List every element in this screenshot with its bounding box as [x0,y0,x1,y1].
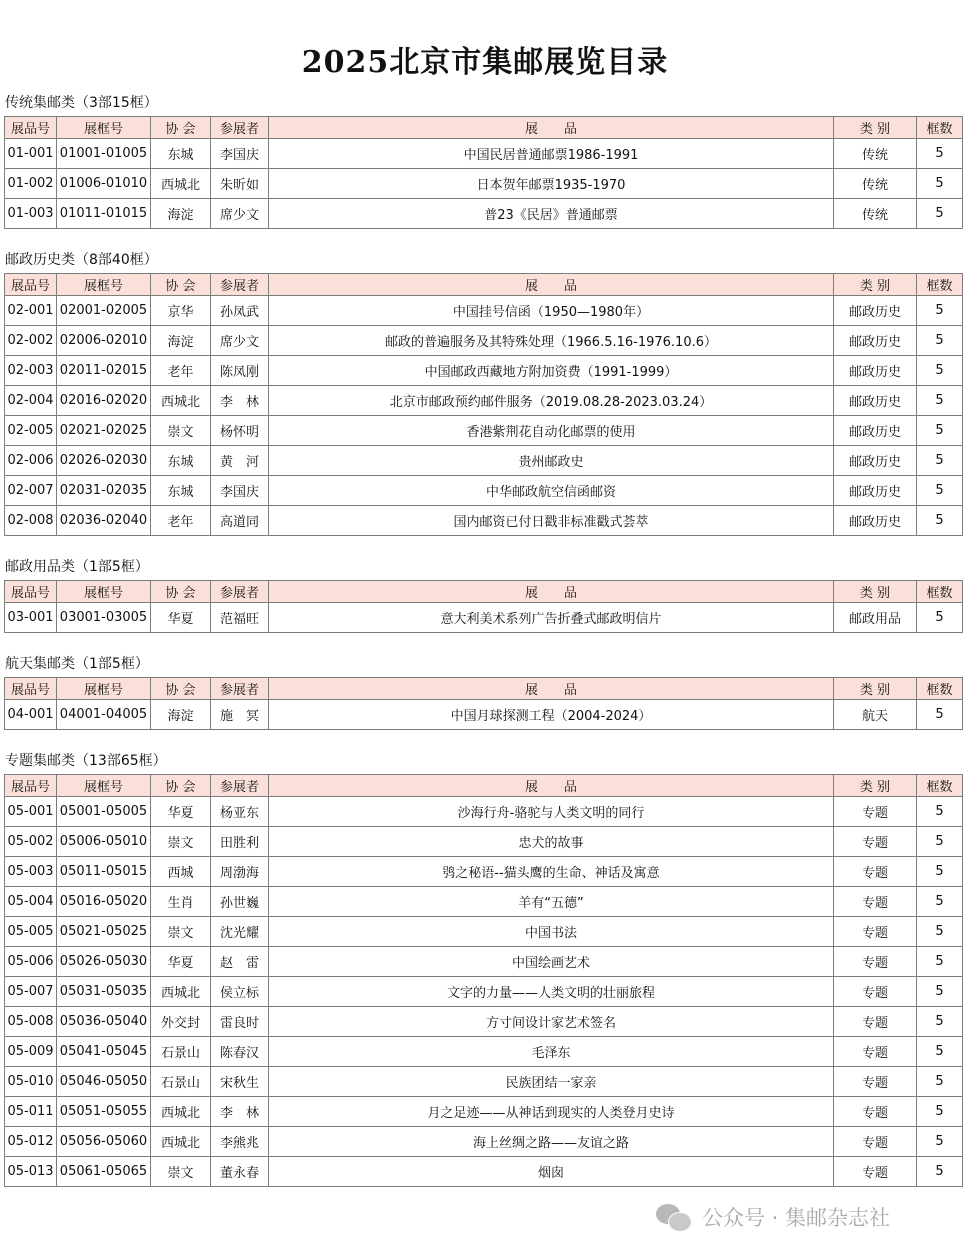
cell-exhibit-no: 05-002 [5,827,57,857]
table-row [5,1157,963,1187]
exhibit-table [4,273,963,536]
cell-frame-count: 5 [917,603,963,633]
cell-exhibit-no: 02-008 [5,506,57,536]
cell-exhibit-title: 海上丝绸之路——友谊之路 [269,1127,834,1157]
table-row [5,356,963,386]
cell-category: 邮政历史 [834,446,917,476]
cell-exhibitor: 李国庆 [211,139,269,169]
header-exhibitor: 参展者 [211,581,269,603]
header-frame-count: 框数 [917,775,963,797]
catalog-sections [0,90,970,1205]
header-association: 协 会 [151,581,211,603]
page-title: 2025北京市集邮展览目录 [301,45,669,80]
cell-frame-count: 5 [917,797,963,827]
cell-exhibit-no: 01-002 [5,169,57,199]
header-category: 类 别 [834,274,917,296]
cell-association: 石景山 [151,1037,211,1067]
cell-frame-count: 5 [917,1127,963,1157]
header-frame-no: 展框号 [57,274,151,296]
cell-exhibitor: 侯立标 [211,977,269,1007]
cell-frame-count: 5 [917,416,963,446]
cell-frame-no: 02026-02030 [57,446,151,476]
cell-category: 邮政历史 [834,476,917,506]
cell-association: 西城北 [151,977,211,1007]
cell-association: 崇文 [151,917,211,947]
cell-exhibit-no: 05-003 [5,857,57,887]
cell-category: 传统 [834,139,917,169]
cell-frame-count: 5 [917,947,963,977]
cell-exhibit-title: 沙海行舟-骆驼与人类文明的同行 [269,797,834,827]
header-exhibit-no: 展品号 [5,117,57,139]
header-exhibit-no: 展品号 [5,775,57,797]
cell-exhibit-no: 02-001 [5,296,57,326]
cell-frame-no: 05031-05035 [57,977,151,1007]
cell-exhibit-title: 中国民居普通邮票1986-1991 [269,139,834,169]
cell-exhibitor: 李国庆 [211,476,269,506]
header-category: 类 别 [834,678,917,700]
cell-frame-count: 5 [917,1157,963,1187]
section-title: 传统集邮类（3部15框） [5,95,158,111]
cell-association: 东城 [151,139,211,169]
header-association: 协 会 [151,117,211,139]
exhibit-table [4,774,963,1187]
cell-association: 西城北 [151,1097,211,1127]
cell-category: 邮政用品 [834,603,917,633]
cell-association: 老年 [151,506,211,536]
cell-association: 华夏 [151,947,211,977]
cell-category: 专题 [834,1067,917,1097]
catalog-section [4,90,962,247]
cell-association: 海淀 [151,199,211,229]
header-frame-no: 展框号 [57,678,151,700]
cell-exhibitor: 周渤海 [211,857,269,887]
cell-frame-count: 5 [917,1007,963,1037]
cell-category: 专题 [834,1127,917,1157]
header-frame-no: 展框号 [57,775,151,797]
cell-frame-count: 5 [917,139,963,169]
cell-exhibit-title: 中国月球探测工程（2004-2024） [269,700,834,730]
cell-exhibit-title: 日本贺年邮票1935-1970 [269,169,834,199]
cell-exhibitor: 席少文 [211,326,269,356]
cell-exhibitor: 施 冥 [211,700,269,730]
cell-frame-count: 5 [917,199,963,229]
cell-frame-no: 02001-02005 [57,296,151,326]
cell-frame-count: 5 [917,446,963,476]
table-header-row [5,775,963,797]
cell-exhibit-no: 02-005 [5,416,57,446]
cell-exhibitor: 李 林 [211,1097,269,1127]
cell-association: 崇文 [151,827,211,857]
cell-frame-no: 05051-05055 [57,1097,151,1127]
cell-exhibit-title: 香港紫荆花自动化邮票的使用 [269,416,834,446]
cell-exhibit-title: 贵州邮政史 [269,446,834,476]
cell-exhibit-no: 05-001 [5,797,57,827]
cell-category: 专题 [834,1097,917,1127]
cell-exhibitor: 朱昕如 [211,169,269,199]
cell-category: 传统 [834,199,917,229]
cell-association: 西城北 [151,386,211,416]
table-row [5,199,963,229]
cell-exhibit-title: 北京市邮政预约邮件服务（2019.08.28-2023.03.24） [269,386,834,416]
exhibit-table [4,580,963,633]
cell-exhibit-title: 中国绘画艺术 [269,947,834,977]
cell-frame-no: 01001-01005 [57,139,151,169]
exhibit-table [4,116,963,229]
cell-frame-no: 05016-05020 [57,887,151,917]
cell-category: 专题 [834,797,917,827]
cell-exhibit-title: 毛泽东 [269,1037,834,1067]
cell-association: 海淀 [151,700,211,730]
cell-exhibitor: 宋秋生 [211,1067,269,1097]
cell-exhibit-no: 02-004 [5,386,57,416]
cell-frame-no: 05036-05040 [57,1007,151,1037]
table-row [5,1127,963,1157]
cell-exhibit-no: 05-006 [5,947,57,977]
cell-category: 专题 [834,1157,917,1187]
cell-frame-no: 02016-02020 [57,386,151,416]
cell-category: 专题 [834,947,917,977]
cell-frame-count: 5 [917,827,963,857]
watermark-text: 公众号 · 集邮杂志社 [702,1206,891,1230]
table-row [5,1067,963,1097]
cell-exhibit-no: 02-002 [5,326,57,356]
cell-association: 西城北 [151,1127,211,1157]
cell-association: 生肖 [151,887,211,917]
table-row [5,1097,963,1127]
cell-category: 邮政历史 [834,506,917,536]
cell-exhibitor: 范福旺 [211,603,269,633]
header-frame-count: 框数 [917,274,963,296]
cell-exhibitor: 李 林 [211,386,269,416]
header-exhibitor: 参展者 [211,274,269,296]
table-header-row [5,274,963,296]
cell-exhibit-title: 意大利美术系列广告折叠式邮政明信片 [269,603,834,633]
cell-exhibitor: 杨怀明 [211,416,269,446]
cell-category: 邮政历史 [834,356,917,386]
header-exhibit-no: 展品号 [5,274,57,296]
cell-exhibit-no: 05-012 [5,1127,57,1157]
cell-exhibitor: 田胜利 [211,827,269,857]
cell-exhibit-title: 月之足迹——从神话到现实的人类登月史诗 [269,1097,834,1127]
cell-exhibit-no: 04-001 [5,700,57,730]
table-row [5,917,963,947]
header-exhibitor: 参展者 [211,117,269,139]
header-exhibit-no: 展品号 [5,581,57,603]
header-exhibitor: 参展者 [211,678,269,700]
cell-association: 东城 [151,446,211,476]
cell-exhibit-no: 05-004 [5,887,57,917]
table-row [5,446,963,476]
table-row [5,416,963,446]
cell-category: 邮政历史 [834,416,917,446]
cell-exhibit-no: 05-010 [5,1067,57,1097]
cell-exhibit-title: 邮政的普遍服务及其特殊处理（1966.5.16-1976.10.6） [269,326,834,356]
header-association: 协 会 [151,678,211,700]
cell-association: 华夏 [151,603,211,633]
header-association: 协 会 [151,775,211,797]
header-exhibit-title: 展 品 [269,581,834,603]
cell-association: 崇文 [151,416,211,446]
table-row [5,977,963,1007]
cell-exhibitor: 孙凤武 [211,296,269,326]
cell-exhibit-no: 01-001 [5,139,57,169]
cell-frame-count: 5 [917,1097,963,1127]
cell-frame-count: 5 [917,1037,963,1067]
cell-category: 专题 [834,917,917,947]
table-row [5,476,963,506]
header-exhibit-title: 展 品 [269,775,834,797]
table-row [5,1007,963,1037]
cell-exhibit-no: 05-007 [5,977,57,1007]
table-row [5,827,963,857]
header-frame-count: 框数 [917,678,963,700]
cell-exhibit-title: 烟囱 [269,1157,834,1187]
catalog-section [4,651,962,748]
header-category: 类 别 [834,775,917,797]
cell-frame-no: 05056-05060 [57,1127,151,1157]
section-title: 专题集邮类（13部65框） [5,753,167,769]
table-row [5,1037,963,1067]
cell-frame-no: 01011-01015 [57,199,151,229]
table-row [5,700,963,730]
section-title: 邮政历史类（8部40框） [5,252,158,268]
section-title: 邮政用品类（1部5框） [5,559,149,575]
cell-category: 专题 [834,887,917,917]
table-row [5,386,963,416]
header-category: 类 别 [834,581,917,603]
cell-exhibitor: 席少文 [211,199,269,229]
cell-exhibit-no: 02-007 [5,476,57,506]
cell-association: 京华 [151,296,211,326]
cell-exhibit-title: 普23《民居》普通邮票 [269,199,834,229]
cell-category: 传统 [834,169,917,199]
cell-exhibit-no: 05-013 [5,1157,57,1187]
cell-exhibit-title: 忠犬的故事 [269,827,834,857]
table-row [5,506,963,536]
cell-frame-count: 5 [917,356,963,386]
cell-exhibit-title: 国内邮资已付日戳非标准戳式荟萃 [269,506,834,536]
header-exhibitor: 参展者 [211,775,269,797]
cell-association: 西城北 [151,169,211,199]
header-category: 类 别 [834,117,917,139]
exhibit-table [4,677,963,730]
cell-association: 东城 [151,476,211,506]
cell-exhibitor: 赵 雷 [211,947,269,977]
cell-frame-no: 05001-05005 [57,797,151,827]
header-exhibit-title: 展 品 [269,117,834,139]
cell-exhibit-title: 鸮之秘语--猫头鹰的生命、神话及寓意 [269,857,834,887]
cell-frame-count: 5 [917,506,963,536]
table-row [5,139,963,169]
cell-frame-no: 05046-05050 [57,1067,151,1097]
cell-frame-no: 03001-03005 [57,603,151,633]
cell-exhibitor: 孙世巍 [211,887,269,917]
header-frame-count: 框数 [917,117,963,139]
cell-exhibit-title: 中华邮政航空信函邮资 [269,476,834,506]
cell-frame-no: 05006-05010 [57,827,151,857]
cell-frame-no: 01006-01010 [57,169,151,199]
cell-category: 邮政历史 [834,296,917,326]
cell-exhibit-no: 03-001 [5,603,57,633]
header-exhibit-title: 展 品 [269,678,834,700]
cell-exhibit-title: 中国邮政西藏地方附加资费（1991-1999） [269,356,834,386]
cell-exhibitor: 沈光耀 [211,917,269,947]
cell-frame-no: 02036-02040 [57,506,151,536]
cell-frame-no: 05041-05045 [57,1037,151,1067]
table-header-row [5,581,963,603]
header-exhibit-no: 展品号 [5,678,57,700]
cell-category: 专题 [834,977,917,1007]
cell-association: 华夏 [151,797,211,827]
catalog-section [4,247,962,554]
cell-exhibit-no: 05-009 [5,1037,57,1067]
cell-category: 专题 [834,1037,917,1067]
cell-exhibitor: 李熊兆 [211,1127,269,1157]
cell-frame-count: 5 [917,296,963,326]
cell-frame-count: 5 [917,887,963,917]
cell-frame-no: 02021-02025 [57,416,151,446]
cell-exhibit-no: 05-008 [5,1007,57,1037]
cell-exhibit-title: 方寸间设计家艺术签名 [269,1007,834,1037]
catalog-section [4,748,962,1205]
cell-association: 石景山 [151,1067,211,1097]
cell-category: 专题 [834,857,917,887]
header-association: 协 会 [151,274,211,296]
table-row [5,326,963,356]
cell-exhibit-no: 05-011 [5,1097,57,1127]
cell-exhibit-title: 羊有“五德” [269,887,834,917]
cell-frame-no: 02031-02035 [57,476,151,506]
table-row [5,887,963,917]
cell-frame-count: 5 [917,386,963,416]
cell-association: 老年 [151,356,211,386]
cell-frame-count: 5 [917,326,963,356]
cell-exhibit-title: 中国挂号信函（1950—1980年） [269,296,834,326]
cell-frame-no: 04001-04005 [57,700,151,730]
cell-exhibitor: 杨亚东 [211,797,269,827]
table-row [5,169,963,199]
cell-exhibit-no: 05-005 [5,917,57,947]
cell-category: 邮政历史 [834,326,917,356]
cell-association: 外交封 [151,1007,211,1037]
table-row [5,603,963,633]
cell-exhibit-no: 02-003 [5,356,57,386]
table-row [5,947,963,977]
cell-category: 专题 [834,1007,917,1037]
cell-exhibitor: 董永春 [211,1157,269,1187]
wechat-icon [656,1202,694,1232]
table-row [5,296,963,326]
cell-frame-no: 05061-05065 [57,1157,151,1187]
cell-frame-count: 5 [917,169,963,199]
cell-frame-count: 5 [917,476,963,506]
watermark [656,1200,890,1234]
cell-exhibit-title: 文字的力量——人类文明的壮丽旅程 [269,977,834,1007]
cell-category: 航天 [834,700,917,730]
cell-frame-count: 5 [917,1067,963,1097]
cell-exhibitor: 高道同 [211,506,269,536]
header-exhibit-title: 展 品 [269,274,834,296]
cell-association: 海淀 [151,326,211,356]
cell-association: 崇文 [151,1157,211,1187]
cell-frame-no: 02006-02010 [57,326,151,356]
cell-frame-no: 05011-05015 [57,857,151,887]
cell-exhibit-title: 中国书法 [269,917,834,947]
cell-exhibit-no: 01-003 [5,199,57,229]
table-header-row [5,678,963,700]
cell-exhibit-no: 02-006 [5,446,57,476]
cell-category: 专题 [834,827,917,857]
cell-exhibitor: 陈春汉 [211,1037,269,1067]
section-title: 航天集邮类（1部5框） [5,656,149,672]
cell-frame-count: 5 [917,857,963,887]
header-frame-no: 展框号 [57,117,151,139]
header-frame-no: 展框号 [57,581,151,603]
cell-exhibitor: 雷良时 [211,1007,269,1037]
cell-frame-no: 05021-05025 [57,917,151,947]
cell-frame-count: 5 [917,977,963,1007]
cell-frame-no: 05026-05030 [57,947,151,977]
cell-category: 邮政历史 [834,386,917,416]
cell-frame-no: 02011-02015 [57,356,151,386]
table-row [5,857,963,887]
catalog-section [4,554,962,651]
cell-exhibitor: 黄 河 [211,446,269,476]
table-header-row [5,117,963,139]
cell-association: 西城 [151,857,211,887]
header-frame-count: 框数 [917,581,963,603]
cell-exhibit-title: 民族团结一家亲 [269,1067,834,1097]
cell-frame-count: 5 [917,917,963,947]
cell-frame-count: 5 [917,700,963,730]
cell-exhibitor: 陈凤刚 [211,356,269,386]
table-row [5,797,963,827]
